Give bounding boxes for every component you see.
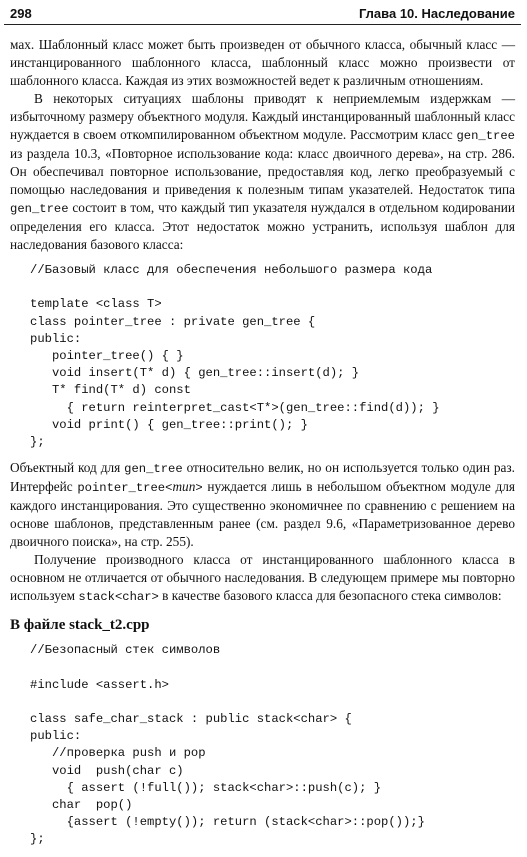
code-line: #include <assert.h> <box>30 677 169 692</box>
inline-italic-type: тип <box>172 479 196 495</box>
paragraph-1: мах. Шаблонный класс может быть произведен от обычного класса, обычный класс — инстанцированного шаблонного класса, шаблонный класс можно произвести от шаблонного класса. Каждая из этих возможностей ведет к различным отношениям. <box>10 37 515 88</box>
paragraph-4-text-b: в качестве базового класса для безопасного стека символов: <box>158 588 502 604</box>
code-line: //Базовый класс для обеспечения небольшого размера кода <box>30 263 433 277</box>
code-line: //проверка push и pop <box>30 746 206 761</box>
code-line: }; <box>30 832 45 847</box>
paragraph-4-text-a: Получение производного класса от инстанцированного шаблонного класса в основном не отличается от обычного наследования. В следующем примере мы повторно используем <box>10 552 515 604</box>
paragraph-2-text-c: состоит в том, что каждый тип указателя нуждался в отдельном кодировании определения его класса. Этот недостаток можно устранить, используя шаблон для наследования базового класса: <box>10 200 515 252</box>
paragraph-3-text-a: Объектный код для <box>10 460 125 476</box>
page-body <box>10 36 515 857</box>
inline-code-gen-tree: gen_tree <box>456 129 515 143</box>
paragraph-4 <box>10 551 515 606</box>
paragraph-3-text-c: нуждается лишь в небольшом объектном модуле для каждого инстанцирования. Это существенно экономичнее по сравнению с решением на основе шаблонов, представленным ранее (см. раздел 9.6, «Параметризованное дерево двоичного поиска», на стр. 255). <box>10 479 515 550</box>
chapter-title: Глава 10. Наследование <box>358 6 515 21</box>
code-line: pointer_tree() { } <box>30 349 184 364</box>
header-rule <box>4 24 521 25</box>
code-line: char pop() <box>30 798 133 813</box>
page-header <box>4 3 521 25</box>
code-line <box>30 694 515 711</box>
code-line: template <class T> <box>30 297 162 312</box>
code-line: { return reinterpret_cast<T*>(gen_tree::find(d)); } <box>30 400 440 415</box>
code-line: class pointer_tree : private gen_tree { <box>30 314 316 329</box>
inline-code-gen-tree: gen_tree <box>124 462 183 477</box>
paragraph-3 <box>10 459 515 551</box>
inline-code-stack-char: stack<char> <box>78 590 159 605</box>
code-line: { assert (!full()); stack<char>::push(c); } <box>30 780 382 795</box>
code-line: }; <box>30 435 45 450</box>
paragraph-3-text-b: относительно велик, но он используется только один раз. Интерфейс <box>10 460 515 495</box>
inline-code-pointer-tree: pointer_tree< <box>77 481 173 496</box>
inline-code-close: > <box>195 481 203 496</box>
code-line <box>30 279 515 296</box>
section-heading: В файле stack_t2.cpp <box>10 617 150 634</box>
paragraph-2-text-b: из раздела 10.3, «Повторное использование кода: класс двоичного дерева», на стр. 286. Он обеспечивал повторное использование, предоставляя код, легко преобразуемый с помощью наследования и приведения к полезным типам указателей. Недостаток типа <box>10 146 515 197</box>
code-line: class safe_char_stack : public stack<char> { <box>30 712 352 727</box>
code-block-pointer-tree <box>30 262 515 451</box>
code-line: T* find(T* d) const <box>30 383 191 398</box>
inline-code-gen-tree: gen_tree <box>10 202 69 216</box>
code-line: void print() { gen_tree::print(); } <box>30 417 308 432</box>
code-line: {assert (!empty()); return (stack<char>::pop());} <box>30 815 425 830</box>
page-number: 298 <box>10 6 32 21</box>
code-line: public: <box>30 331 82 346</box>
paragraph-2-text-a: В некоторых ситуациях шаблоны приводят к неприемлемым издержкам — избыточному размеру объектного модуля. Каждый инстанцированный шаблонный класс нуждается в своем откомпилированном объектном модуле. Рассмотрим класс <box>10 91 515 142</box>
code-line <box>30 659 515 676</box>
code-block-safe-char-stack <box>30 642 515 848</box>
code-line: void insert(T* d) { gen_tree::insert(d); } <box>30 366 360 381</box>
code-line: void push(char c) <box>30 763 184 778</box>
code-line: public: <box>30 729 82 744</box>
paragraph-2 <box>10 90 515 254</box>
code-line: //Безопасный стек символов <box>30 643 221 658</box>
